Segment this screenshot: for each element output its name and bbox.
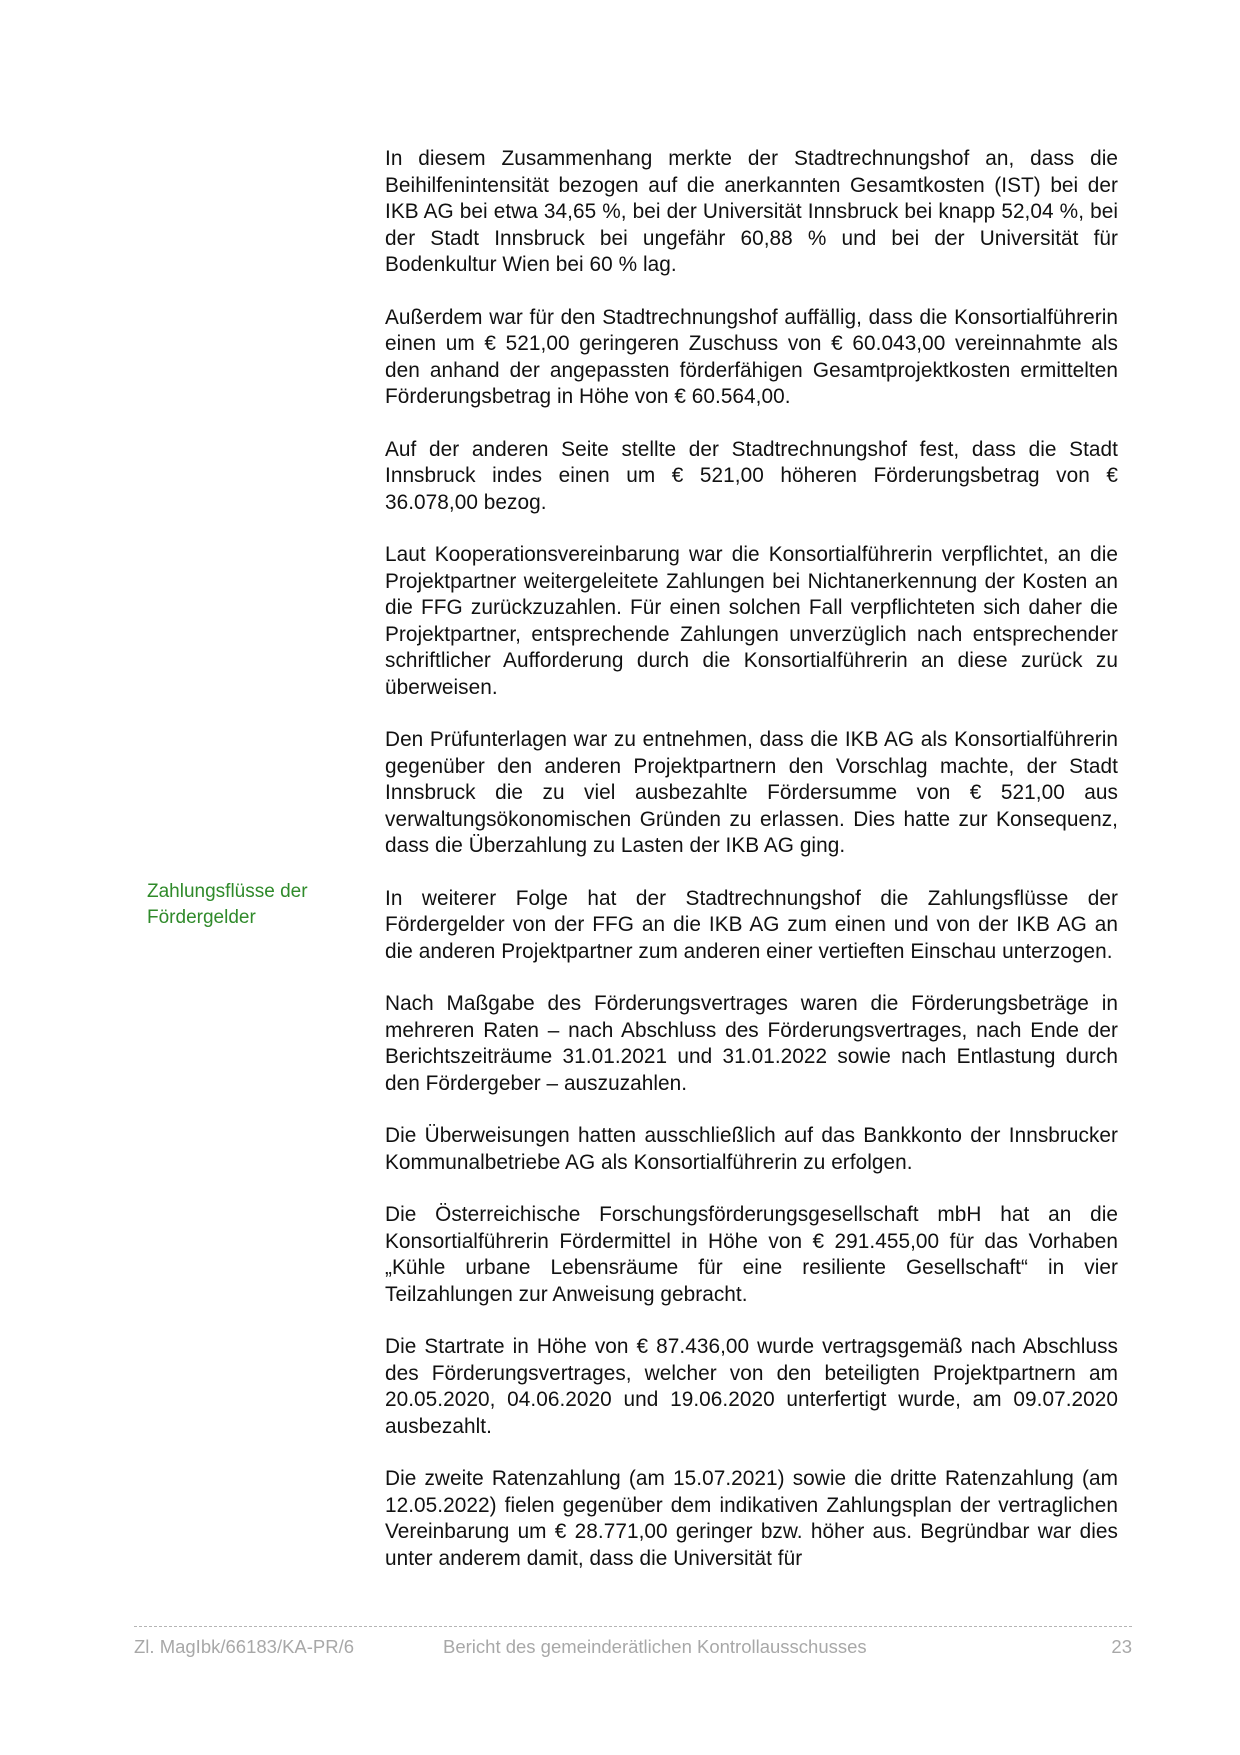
footer-report-title: Bericht des gemeinderätlichen Kontrollausschusses — [443, 1636, 867, 1657]
footer-reference: Zl. MagIbk/66183/KA-PR/6 — [134, 1636, 355, 1657]
paragraph-zuschuss-auffaellig: Außerdem war für den Stadtrechnungshof auffällig, dass die Konsortialführerin einen um € 521,00 geringeren Zuschuss von € 60.043,00 vereinnahmte als den anhand der angepassten förderfähigen Gesamtprojektkosten ermittelten Förderungsbetrag in Höhe von € 60.564,00. — [385, 305, 1118, 408]
paragraph-raten: Nach Maßgabe des Förderungsvertrages waren die Förderungsbeträge in mehreren Raten – nach Abschluss des Förderungsvertrages, nach Ende der Berichtszeiträume 31.01.2021 und 31.01.2022 sowie nach Entlastung durch den Fördergeber – auszuzahlen. — [385, 992, 1118, 1095]
paragraph-pruefunterlagen: Den Prüfunterlagen war zu entnehmen, dass die IKB AG als Konsortialführerin gegenüber den anderen Projektpartnern den Vorschlag machte, der Stadt Innsbruck die zu viel ausbezahlte Fördersumme von € 521,00 aus verwaltungsökonomischen Gründen zu erlassen. Dies hatte zur Konsequenz, dass die Überzahlung zu Lasten der IKB AG ging. — [385, 728, 1118, 857]
margin-note-line-2: Fördergelder — [147, 907, 256, 928]
paragraph-ffg-foerdermittel: Die Österreichische Forschungsförderungsgesellschaft mbH hat an die Konsortialführerin Fördermittel in Höhe von € 291.455,00 für das Vorhaben „Kühle urbane Lebensräume für eine resiliente Gesellschaft“ in vier Teilzahlungen zur Anweisung gebracht. — [385, 1203, 1118, 1306]
page-number: 23 — [1111, 1636, 1132, 1657]
footer-divider — [134, 1626, 1132, 1627]
margin-note-line-1: Zahlungsflüsse der — [147, 881, 308, 902]
paragraph-stadt-innsbruck-hoeher: Auf der anderen Seite stellte der Stadtrechnungshof fest, dass die Stadt Innsbruck indes einen um € 521,00 höheren Förderungsbetrag von € 36.078,00 bezog. — [385, 437, 1118, 514]
paragraph-kooperationsvereinbarung: Laut Kooperationsvereinbarung war die Konsortialführerin verpflichtet, an die Projektpartner weitergeleitete Zahlungen bei Nichtanerkennung der Kosten an die FFG zurückzuzahlen. Für einen solchen Fall verpflichteten sich daher die Projektpartner, entsprechende Zahlungen unverzüglich nach entsprechender schriftlicher Aufforderung durch die Konsortialführerin an diese zurück zu überweisen. — [385, 543, 1118, 699]
paragraph-ratenzahlungen: Die zweite Ratenzahlung (am 15.07.2021) sowie die dritte Ratenzahlung (am 12.05.2022) fielen gegenüber dem indikativen Zahlungsplan der vertraglichen Vereinbarung um € 28.771,00 geringer bzw. höher aus. Begründbar war dies unter anderem damit, dass die Universität für — [385, 1467, 1118, 1570]
margin-note-zahlungsfluesse — [147, 879, 347, 931]
paragraph-startrate: Die Startrate in Höhe von € 87.436,00 wurde vertragsgemäß nach Abschluss des Förderungsvertrages, welcher von den beteiligten Projektpartnern am 20.05.2020, 04.06.2020 und 19.06.2020 unterfertigt wurde, am 09.07.2020 ausbezahlt. — [385, 1335, 1118, 1438]
paragraph-zahlungsfluesse: In weiterer Folge hat der Stadtrechnungshof die Zahlungsflüsse der Fördergelder von der FFG an die IKB AG zum einen und von der IKB AG an die anderen Projektpartner zum anderen einer vertieften Einschau unterzogen. — [385, 886, 1118, 963]
paragraph-ueberweisungen: Die Überweisungen hatten ausschließlich auf das Bankkonto der Innsbrucker Kommunalbetriebe AG als Konsortialführerin zu erfolgen. — [385, 1124, 1118, 1174]
paragraph-beihilfenintensitaet: In diesem Zusammenhang merkte der Stadtrechnungshof an, dass die Beihilfenintensität bezogen auf die anerkannten Gesamtkosten (IST) bei der IKB AG bei etwa 34,65 %, bei der Universität Innsbruck bei knapp 52,04 %, bei der Stadt Innsbruck bei ungefähr 60,88 % und bei der Universität für Bodenkultur Wien bei 60 % lag. — [385, 147, 1118, 276]
body-text-column — [385, 146, 1118, 1598]
